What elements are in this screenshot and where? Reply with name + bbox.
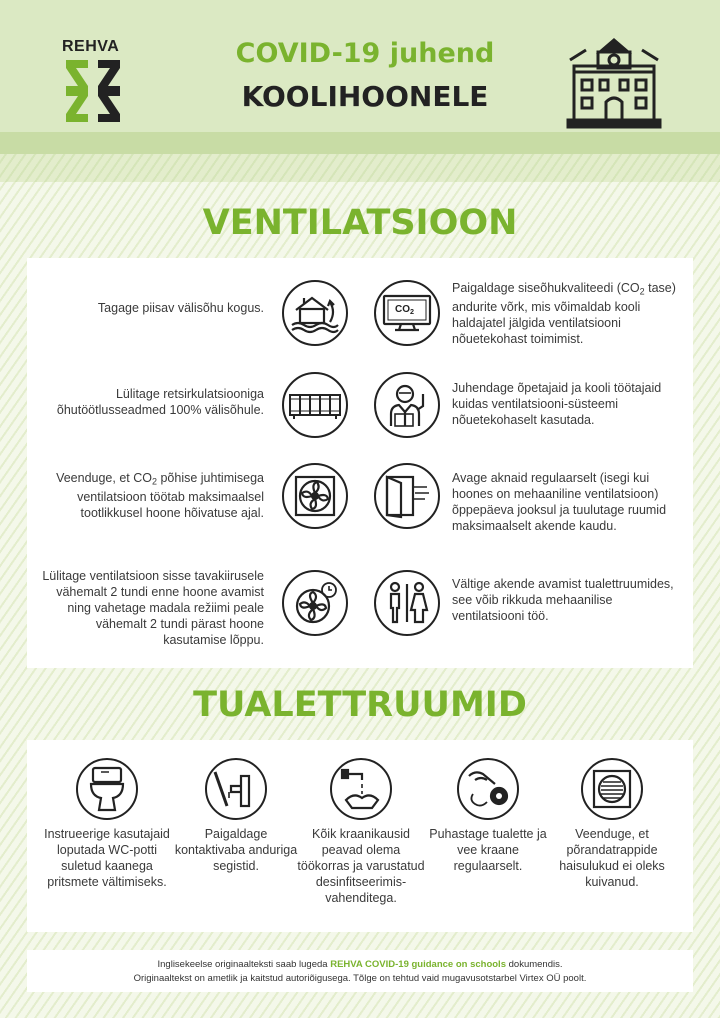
vent-text-recirculation: Lülitage retsirkulatsiooniga õhutöötlusseadmed 100% välisõhule. — [56, 387, 264, 417]
restroom-icon — [374, 570, 440, 636]
vent-text-co2ctl-b: põhise juhtimisega ventilatsioon töötab maksimaalsel tootlikkusel hoone hõivatuse ajal. — [77, 471, 264, 521]
vent-text-avoid-windows: Vältige akende avamist tualettruumides, see võib rikkuda mehaanilise ventilatsiooni töö. — [452, 577, 674, 623]
floor-drain-icon — [581, 758, 643, 820]
vent-text-co2-control — [32, 470, 264, 521]
logo-text: REHVA — [62, 38, 120, 55]
toilet-text-clean: Puhastage tualette ja vee kraane regulaarselt. — [429, 827, 547, 873]
footer-guidance-link[interactable]: REHVA COVID-19 guidance on schools — [330, 959, 506, 970]
vent-text-co2ctl-a: Veenduge, et CO — [56, 471, 152, 485]
toilet-text-touchless: Paigaldage kontaktivaba anduriga segistid. — [174, 827, 298, 873]
vent-text-instruct-staff: Juhendage õpetajaid ja kooli töötajaid kuidas ventilatsiooni-süsteemi nõuetekohaselt kasutada. — [452, 381, 662, 427]
footer-line-1 — [27, 958, 693, 971]
header-hatch — [0, 154, 720, 182]
toilets-section-title: TUALETTRUUMID — [193, 685, 527, 725]
rehva-logo — [62, 38, 132, 124]
touchless-tap-icon — [205, 758, 267, 820]
vent-text-open-windows: Avage aknaid regulaarselt (isegi kui hoones on mehaaniline ventilatsioon) õppepäeva jooksul ja tuulutage ruumid maksimaalselt akende kaudu. — [452, 471, 667, 533]
timer-fan-icon — [282, 570, 348, 636]
toilet-text-flush-lid: Instrueerige kasutajaid loputada WC-potti suletud kaanega pritsmete vältimiseks. — [44, 827, 170, 889]
vent-text-schedule: Lülitage ventilatsioon sisse tavakiirusele vähemalt 2 tundi enne hoone avamist ning vahetage madala režiimi peale vähemalt 2 tundi pärast hoone kasutamise lõppu. — [42, 569, 264, 647]
cleaning-tap-icon — [457, 758, 519, 820]
footer-panel — [27, 950, 693, 992]
vent-text-co2ctl-sub: 2 — [151, 476, 157, 487]
page-title: COVID-19 juhend — [235, 38, 495, 69]
header-strip — [0, 132, 720, 154]
page-subtitle: KOOLIHOONELE — [241, 80, 489, 113]
fan-icon — [282, 463, 348, 529]
monitor-co2-label: CO — [395, 304, 410, 315]
vent-text-co2-a: Paigaldage siseõhukvaliteedi (CO — [452, 281, 640, 295]
toilet-text-drains: Veenduge, et põrandatrappide haisulukud ei oleks kuivanud. — [559, 827, 665, 889]
co2-monitor-icon — [374, 280, 440, 346]
air-handling-unit-icon — [282, 372, 348, 438]
vent-text-co2-sub: 2 — [639, 286, 645, 297]
vent-text-co2-sensors — [452, 280, 682, 347]
toilet-icon — [76, 758, 138, 820]
monitor-co2-sub: 2 — [410, 306, 414, 316]
school-building-icon — [566, 36, 662, 130]
ventilation-section-title: VENTILATSIOON — [202, 203, 518, 243]
vent-text-outdoor-air: Tagage piisav välisõhu kogus. — [97, 301, 264, 315]
house-airflow-icon — [282, 280, 348, 346]
footer-line-2: Originaaltekst on ametlik ja kaitstud autoriõigusega. Tõlge on tehtud vaid mugavusotstarbel Virtex OÜ poolt. — [133, 973, 587, 984]
footer-text-before: Inglisekeelse originaalteksti saab lugeda — [157, 959, 331, 970]
vent-text-co2-b: tase) andurite võrk, mis võimaldab kooli haldajatel jälgida ventilatsiooni nõuetekohast toimimist. — [452, 281, 676, 347]
open-window-icon — [374, 463, 440, 529]
footer-text-after: dokumendis. — [505, 959, 563, 970]
rehva-logo-mark — [62, 58, 124, 124]
teacher-icon — [374, 372, 440, 438]
toilet-text-sinks: Kõik kraanikausid peavad olema töökorras ja varustatud desinfitseerimis-vahenditega. — [297, 827, 425, 905]
handwash-icon — [330, 758, 392, 820]
